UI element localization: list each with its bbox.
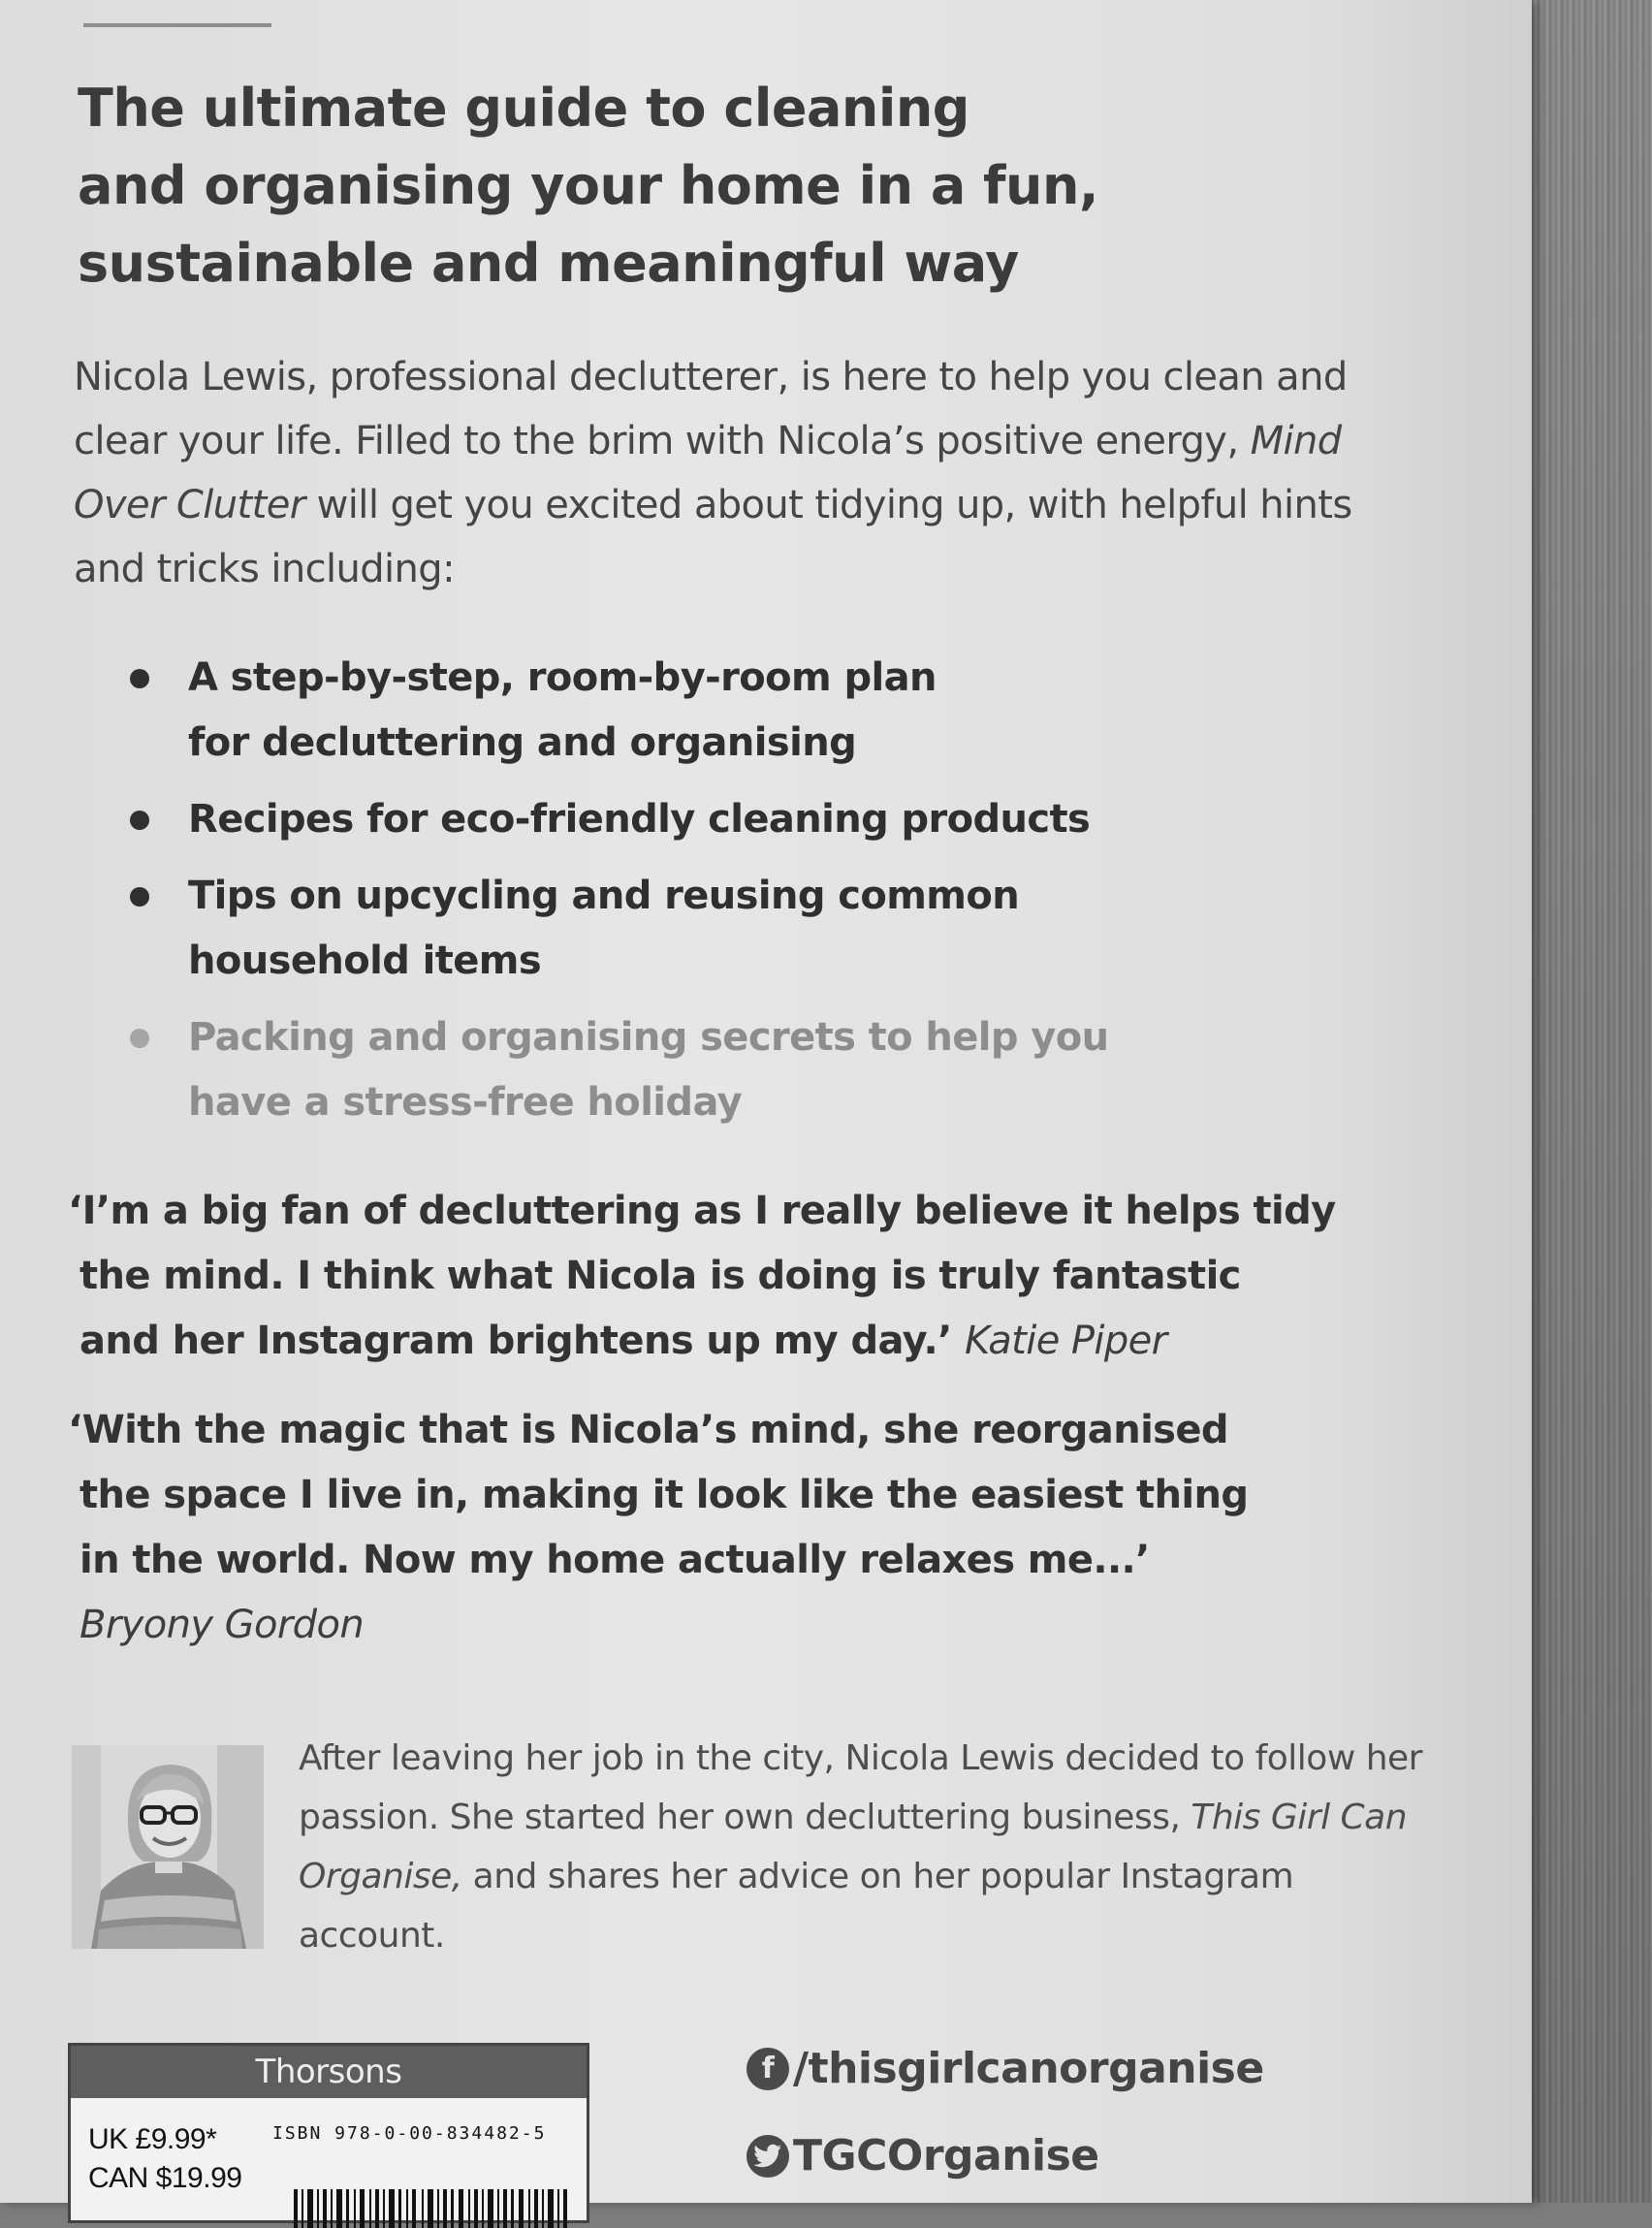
facebook-handle[interactable]: [747, 2044, 1264, 2093]
twitter-bird-icon: [753, 2144, 782, 2169]
twitter-icon: [747, 2135, 789, 2178]
can-price: CAN $19.99: [88, 2162, 242, 2194]
feature-line: Packing and organising secrets to help you: [188, 1015, 1109, 1060]
headline-line: sustainable and meaningful way: [78, 233, 1019, 294]
top-rule: [83, 23, 271, 27]
quote-author: Bryony Gordon: [79, 1603, 365, 1647]
intro-text: will get you excited about tidying up, with helpful hints and tricks including:: [74, 483, 1352, 591]
headline: [78, 70, 1241, 302]
quote-line: the space I live in, making it look like the easiest thing: [79, 1473, 1249, 1517]
bullet-dot: [130, 811, 149, 830]
book-title: Mind Over Clutter: [74, 419, 1342, 527]
bullet-dot: [130, 1029, 149, 1048]
bio-text: and shares her advice on her popular Instagram account.: [299, 1857, 1294, 1956]
author-photo: [72, 1745, 264, 1949]
quote-line: in the world. Now my home actually relaxes me...’: [79, 1538, 1150, 1582]
feature-line: for decluttering and organising: [188, 720, 857, 765]
testimonial-quote: [68, 1398, 1386, 1658]
intro-paragraph: [74, 345, 1392, 601]
quote-line: ‘With the magic that is Nicola’s mind, she reorganised: [68, 1408, 1228, 1452]
headline-line: and organising your home in a fun,: [78, 155, 1098, 216]
facebook-icon: f: [747, 2048, 789, 2090]
feature-item: [126, 864, 1386, 994]
feature-line: household items: [188, 939, 542, 983]
quote-text: and her Instagram brightens up my day.’: [79, 1319, 952, 1363]
business-name: This Girl Can Organise,: [299, 1798, 1408, 1896]
feature-line: A step-by-step, room-by-room plan: [188, 655, 937, 700]
quote-line: [68, 1309, 1386, 1374]
testimonial-quote: [68, 1179, 1386, 1374]
feature-item: [126, 787, 1386, 852]
quote-text: the mind. I think what Nicola is doing is truly fantastic: [79, 1254, 1241, 1298]
price-barcode-box: [68, 2043, 589, 2223]
author-bio: [299, 1729, 1433, 1965]
feature-line: Tips on upcycling and reusing common: [188, 874, 1020, 918]
intro-text: Nicola Lewis, professional declutterer, is here to help you clean and clear your life. Filled to the brim with Nicola’s positive energy,: [74, 355, 1348, 463]
twitter-handle-text: TGCOrganise: [793, 2131, 1099, 2180]
bullet-dot: [130, 887, 149, 907]
isbn: ISBN 978-0-00-834482-5: [272, 2123, 547, 2144]
quote-author: Katie Piper: [965, 1319, 1167, 1363]
quote-line: ‘I’m a big fan of decluttering as I really believe it helps tidy: [68, 1189, 1336, 1233]
quote-line: [68, 1244, 1386, 1309]
bullet-dot: [130, 669, 149, 688]
feature-line: have a stress-free holiday: [188, 1080, 743, 1125]
bio-text: After leaving her job in the city, Nicola Lewis decided to follow her passion. She started her own decluttering business,: [299, 1738, 1422, 1837]
twitter-handle[interactable]: [747, 2131, 1099, 2180]
feature-item: [126, 646, 1386, 776]
feature-line: Recipes for eco-friendly cleaning products: [188, 797, 1091, 842]
feature-list: [126, 646, 1386, 1147]
facebook-handle-text: /thisgirlcanorganise: [793, 2044, 1264, 2093]
feature-item: [126, 1005, 1386, 1135]
background-wall: [1527, 0, 1652, 2203]
publisher-name: Thorsons: [71, 2046, 587, 2098]
author-portrait-illustration: [72, 1745, 264, 1949]
barcode: [294, 2189, 575, 2228]
headline-line: The ultimate guide to cleaning: [78, 78, 969, 139]
uk-price: UK £9.99*: [88, 2123, 217, 2155]
